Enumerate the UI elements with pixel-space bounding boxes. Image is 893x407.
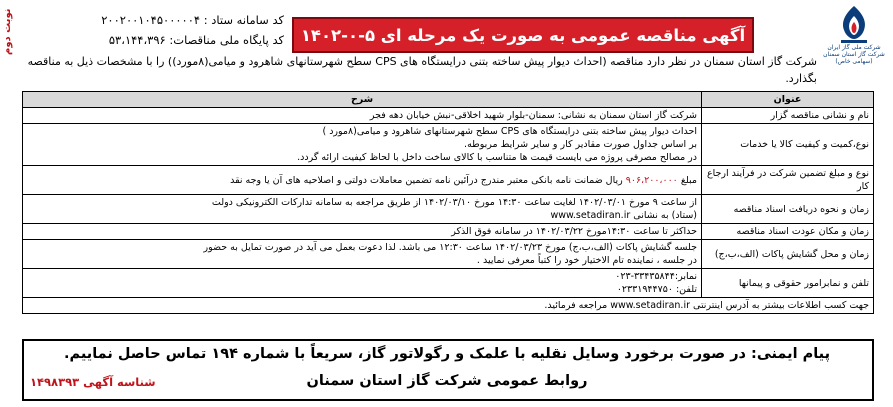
company-logo	[823, 4, 885, 68]
guarantee-prefix: مبلغ	[680, 174, 697, 186]
table-row	[23, 124, 874, 166]
intro-text: شرکت گاز استان سمنان در نظر دارد مناقصه (احداث دیوار پیش ساخته بتنی درایستگاه های CPS سطح شهرستانهای شاهرود و میامی(۸مورد)) را با مشخصات ذیل به مناقصه بگذارد.	[27, 55, 817, 85]
row-label: زمان و مکان عودت اسناد مناقصه	[702, 224, 874, 240]
guarantee-amount: ۹۰۶،۲۰۰،۰۰۰	[625, 174, 678, 186]
tender-codes	[22, 10, 284, 50]
table-row	[23, 166, 874, 195]
row-label: نوع و مبلغ تضمین شرکت در فرآیند ارجاع کار	[702, 166, 874, 195]
row-value: از ساعت ۹ مورخ ۱۴۰۲/۰۳/۰۱ لغایت ساعت ۱۴:۳۰ مورخ ۱۴۰۲/۰۳/۱۰ از طریق مراجعه به سامانه تدارکات الکترونیکی دولت (ستاد) به نشانی www.setadiran.ir	[23, 195, 702, 224]
national-code-label: کد پایگاه ملی مناقصات:	[169, 33, 284, 47]
ad-id-value: ۱۴۹۸۳۹۳	[30, 375, 80, 389]
row-value: احداث دیوار پیش ساخته بتنی درایستگاه های CPS سطح شهرستانهای شاهرود و میامی(۸مورد ) بر اساس جداول صورت مقادیر کار و سایر شرایط مربوطه. در مصالح مصرفی پروژه می بایست قیمت ها متناسب با کالای ساخت داخل با لحاظ کیفیت ارائه گردد.	[23, 124, 702, 166]
logo-text-line2: شرکت گاز استان سمنان	[823, 51, 885, 58]
header-title: عنوان	[702, 92, 874, 108]
gas-flame-logo-icon	[837, 4, 871, 44]
public-relations-signature: روابط عمومی شرکت گاز استان سمنان	[306, 373, 588, 389]
logo-text-line3: (سهامی خاص)	[835, 58, 873, 65]
setad-code-value: ۲۰۰۲۰۰۱۰۴۵۰۰۰۰۰۴	[101, 13, 201, 27]
setad-code-line	[22, 10, 284, 30]
row-value	[23, 166, 702, 195]
row-label: نام و نشانی مناقصه گزار	[702, 108, 874, 124]
safety-message: پیام ایمنی: در صورت برخورد وسایل نقلیه با علمک و رگولاتور گاز، سریعاً با شماره ۱۹۴ تماس حاصل نماییم.	[63, 346, 831, 362]
national-code-line	[22, 30, 284, 50]
round-label: نوبت دوم	[2, 8, 13, 56]
national-code-value: ۵۳،۱۴۴،۳۹۶	[108, 33, 166, 47]
more-info-row: جهت کسب اطلاعات بیشتر به آدرس اینترنتی www.setadiran.ir مراجعه فرمائید.	[23, 298, 874, 314]
table-row	[23, 269, 874, 298]
table-row	[23, 195, 874, 224]
guarantee-description: ریال ضمانت نامه بانکی معتبر مندرج درآئین نامه تضمین معاملات دولتی و اصلاحیه های آن یا وجه نقد	[230, 174, 623, 186]
row-value: جلسه گشایش پاکات (الف،ب،ج) مورخ ۱۴۰۲/۰۳/۲۳ ساعت ۱۲:۳۰ می باشد. لذا دعوت بعمل می آید در صورت تمایل به حضور در جلسه ، نماینده تام الاختیار خود را کتباً معرفی نمایید .	[23, 240, 702, 269]
tender-title: آگهی مناقصه عمومی به صورت یک مرحله ای ۵-۰-۱۴۰۲	[292, 17, 754, 53]
logo-text-line1: شرکت ملی گاز ایران	[827, 44, 881, 51]
row-label: زمان و نحوه دریافت اسناد مناقصه	[702, 195, 874, 224]
ad-id	[30, 375, 156, 389]
row-label: نوع،کمیت و کیفیت کالا یا خدمات	[702, 124, 874, 166]
table-row	[23, 108, 874, 124]
row-value: شرکت گاز استان سمنان به نشانی: سمنان-بلوار شهید اخلاقی-نبش خیابان دهه فجر	[23, 108, 702, 124]
setad-code-label: کد سامانه ستاد :	[203, 13, 284, 27]
header-description: شرح	[23, 92, 702, 108]
row-label: زمان و محل گشایش پاکات (الف،ب،ج)	[702, 240, 874, 269]
row-value: حداکثر تا ساعت ۱۴:۳۰مورخ ۱۴۰۲/۰۳/۲۲ در سامانه فوق الذکر	[23, 224, 702, 240]
footer-box	[22, 339, 874, 401]
row-value: نمابر:۳۳۴۳۵۸۴۴-۰۲۳ تلفن: ۰۲۳۳۱۹۴۴۷۵۰	[23, 269, 702, 298]
table-header-row	[23, 92, 874, 108]
row-label: تلفن و نمابرامور حقوقی و پیمانها	[702, 269, 874, 298]
table-row	[23, 224, 874, 240]
table-row	[23, 298, 874, 314]
table-row	[23, 240, 874, 269]
ad-id-label: شناسه آگهی	[83, 375, 156, 389]
tender-details-table	[22, 91, 874, 314]
